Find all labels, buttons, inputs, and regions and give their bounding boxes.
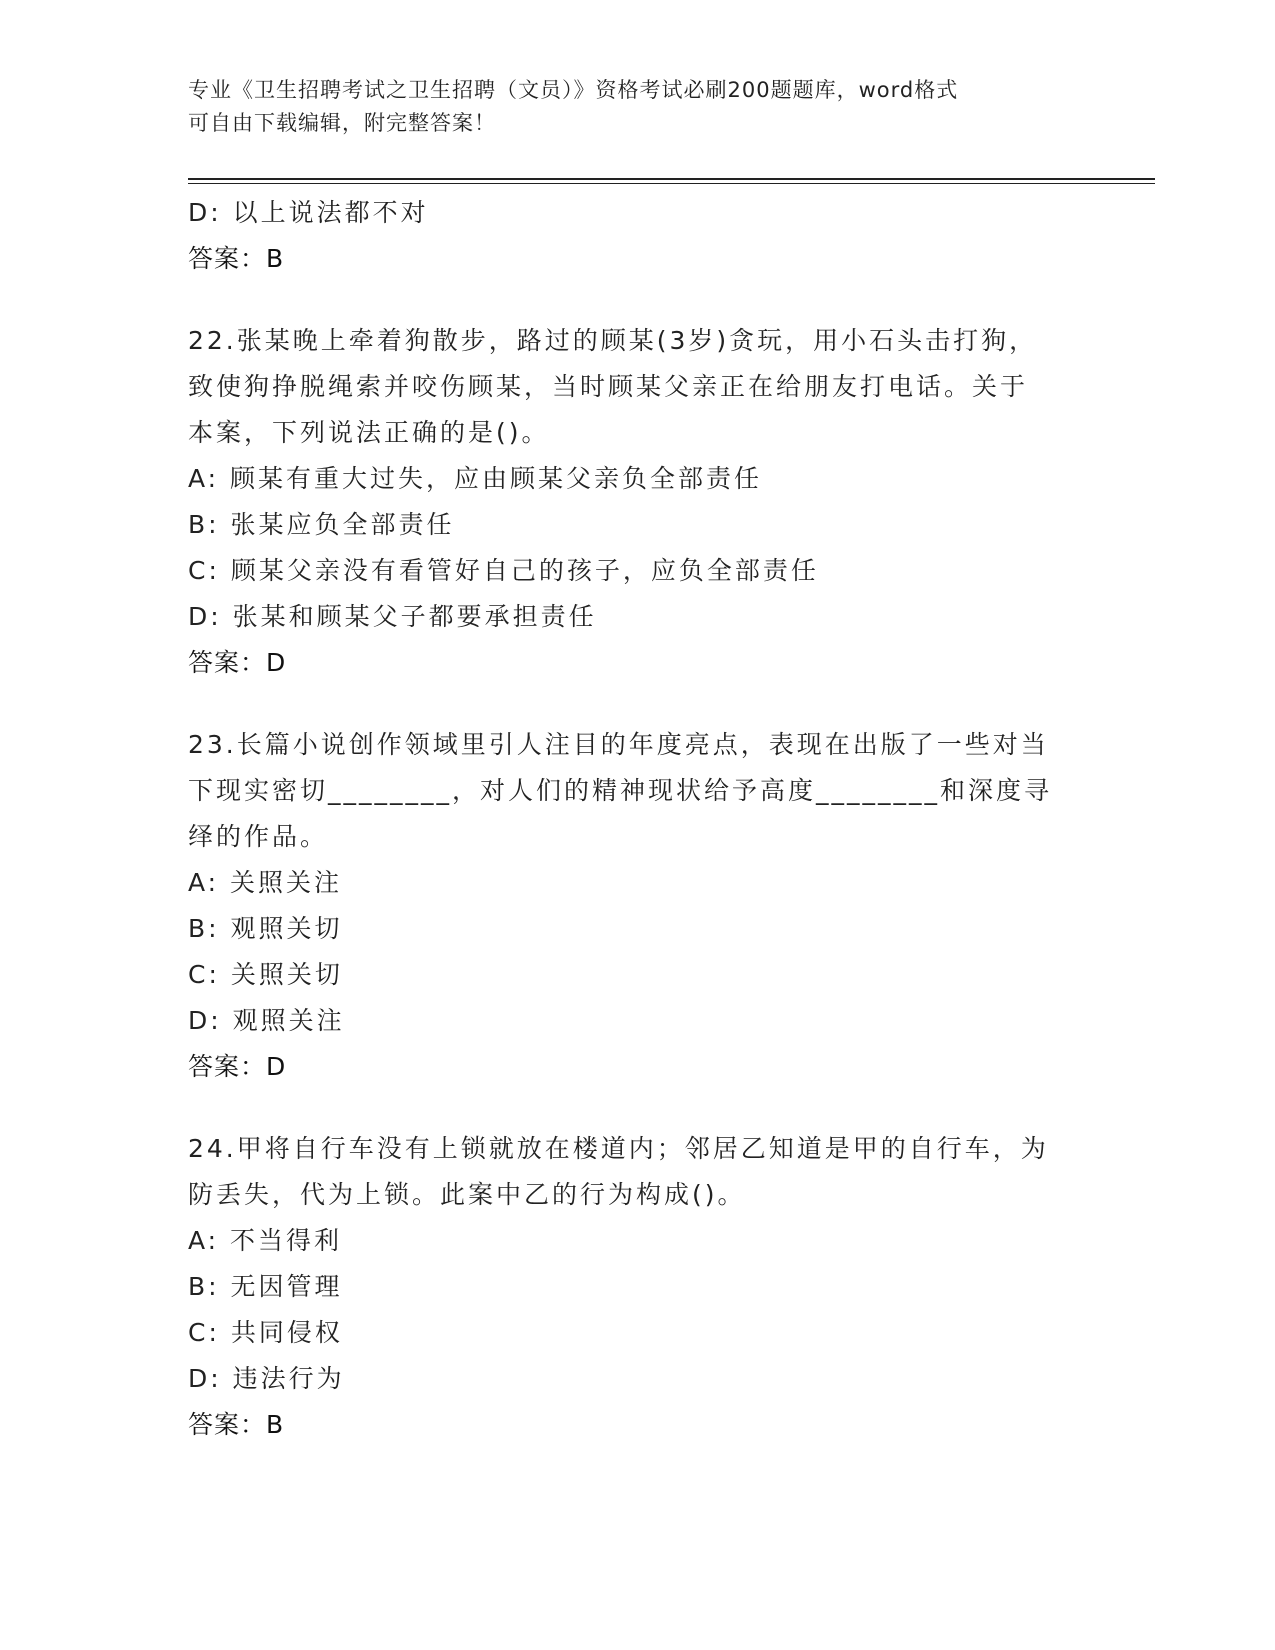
stem-line: 绎的作品。 — [188, 822, 329, 851]
header-divider-thin — [188, 183, 1155, 184]
option-a: A: 关照关注 — [188, 868, 343, 897]
option-a: A: 顾某有重大过失，应由顾某父亲负全部责任 — [188, 464, 763, 493]
stem-line: 下现实密切________，对人们的精神现状给予高度________和深度寻 — [188, 776, 1053, 805]
option-b: B: 无因管理 — [188, 1272, 343, 1301]
page-header — [188, 74, 1088, 140]
option-d: D: 违法行为 — [188, 1364, 345, 1393]
option-b: B: 张某应负全部责任 — [188, 510, 455, 539]
option-c: C: 顾某父亲没有看管好自己的孩子，应负全部责任 — [188, 556, 819, 585]
stem-line: 防丢失，代为上锁。此案中乙的行为构成()。 — [188, 1180, 746, 1209]
question-list — [188, 190, 1088, 1448]
stem-line: 22.张某晚上牵着狗散步，路过的顾某(3岁)贪玩，用小石头击打狗， — [188, 326, 1038, 355]
option-d: D: 张某和顾某父子都要承担责任 — [188, 602, 597, 631]
stem-line: 致使狗挣脱绳索并咬伤顾某，当时顾某父亲正在给朋友打电话。关于 — [188, 372, 1029, 401]
stem-line: 24.甲将自行车没有上锁就放在楼道内；邻居乙知道是甲的自行车，为 — [188, 1134, 1049, 1163]
option-d: D: 观照关注 — [188, 1006, 345, 1035]
question-stem — [188, 722, 1088, 860]
previous-question-tail — [188, 190, 1088, 282]
answer-line: 答案：B — [188, 1410, 285, 1439]
answer-line: 答案：B — [188, 244, 285, 273]
question-stem — [188, 318, 1088, 456]
option-d: D: 以上说法都不对 — [188, 198, 429, 227]
header-title-line-2: 可自由下载编辑，附完整答案！ — [188, 111, 496, 135]
header-divider-thick — [188, 178, 1155, 180]
question-22 — [188, 318, 1088, 686]
answer-line: 答案：D — [188, 648, 287, 677]
question-23 — [188, 722, 1088, 1090]
answer-line: 答案：D — [188, 1052, 287, 1081]
option-c: C: 关照关切 — [188, 960, 343, 989]
option-b: B: 观照关切 — [188, 914, 343, 943]
option-c: C: 共同侵权 — [188, 1318, 343, 1347]
stem-line: 23.长篇小说创作领域里引人注目的年度亮点，表现在出版了一些对当 — [188, 730, 1049, 759]
header-title-line-1: 专业《卫生招聘考试之卫生招聘（文员）》资格考试必刷200题题库，word格式 — [188, 78, 959, 102]
question-24 — [188, 1126, 1088, 1448]
option-a: A: 不当得利 — [188, 1226, 343, 1255]
stem-line: 本案，下列说法正确的是()。 — [188, 418, 550, 447]
question-stem — [188, 1126, 1088, 1218]
